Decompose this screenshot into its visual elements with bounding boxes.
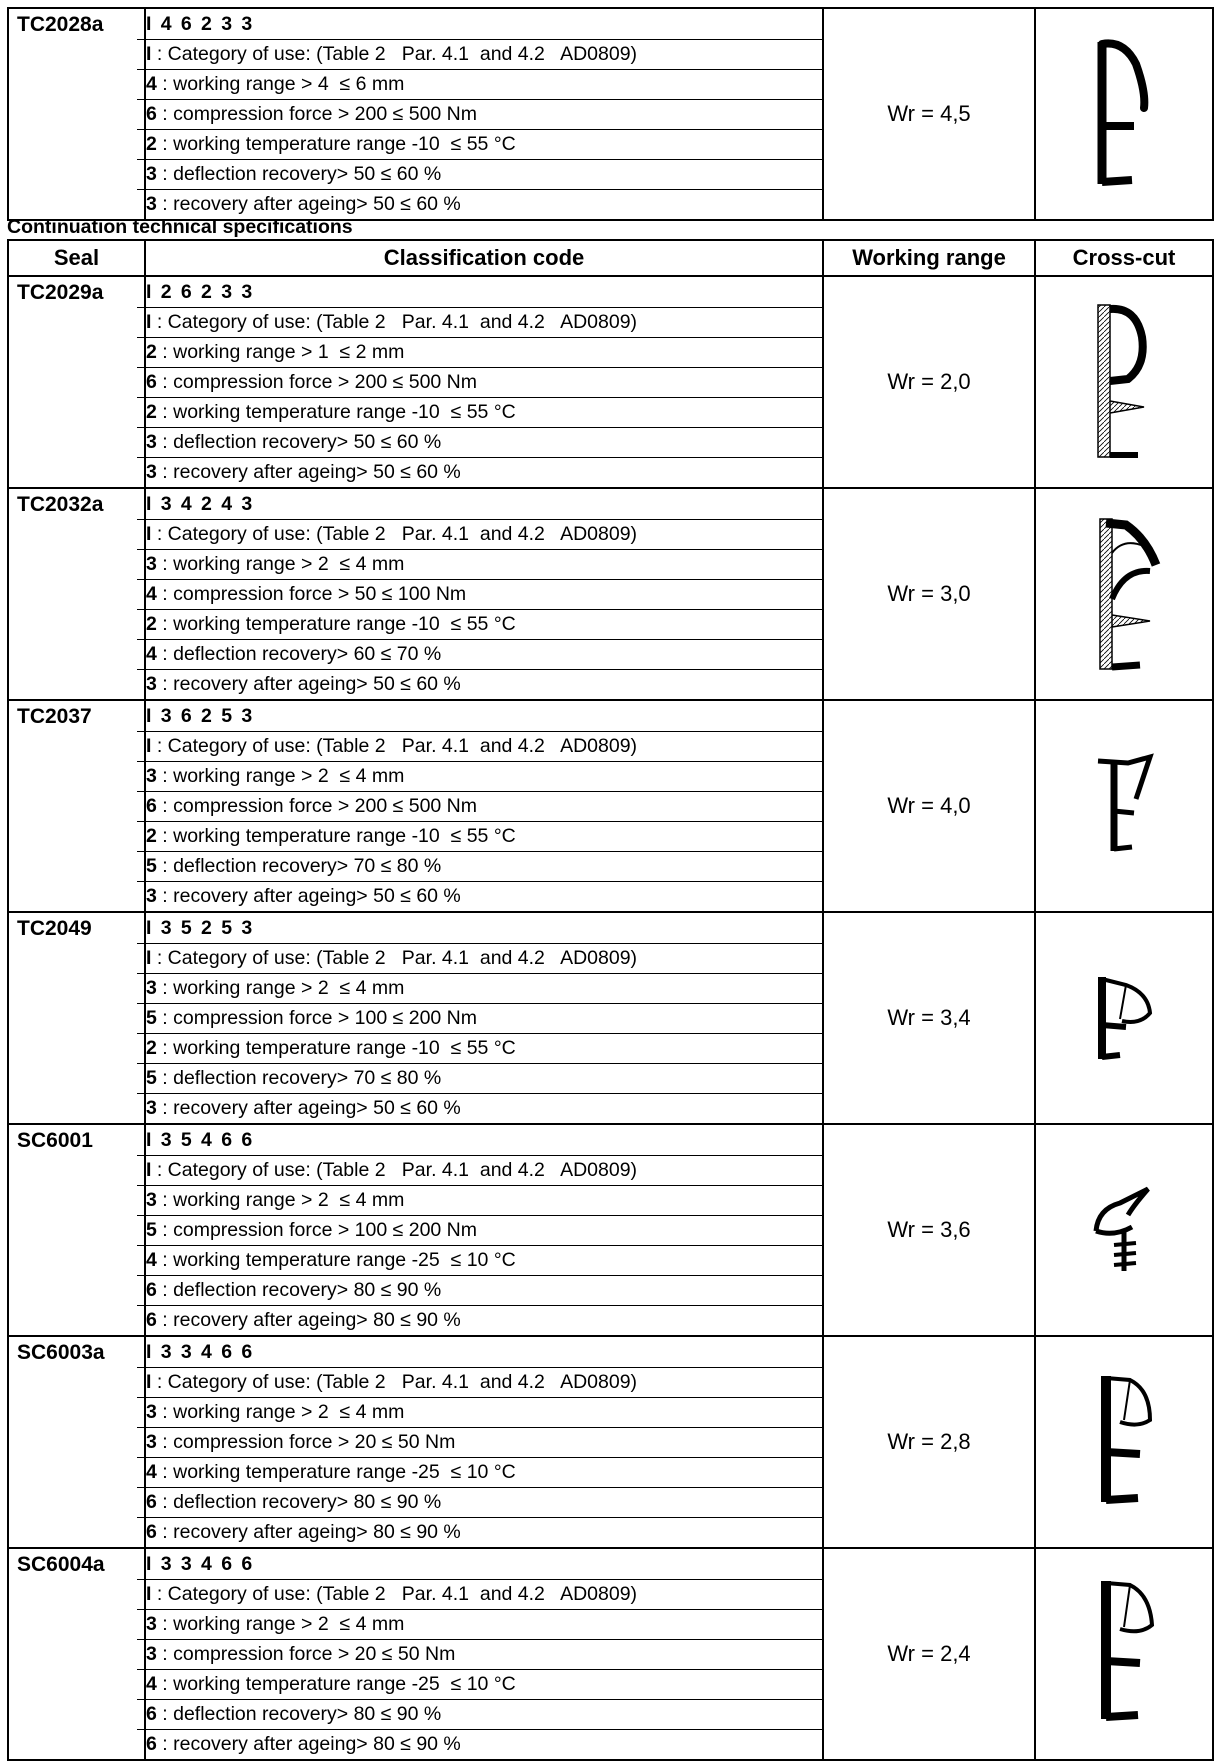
seal-name: SC6003a (17, 1341, 105, 1364)
seal-profile-drawing (1084, 34, 1164, 194)
classification-code-cell (145, 8, 823, 220)
cross-cut-drawing (1035, 276, 1213, 488)
code-definition-line (146, 40, 822, 69)
code-definition-line (146, 852, 822, 881)
code-definition-line (146, 1276, 822, 1305)
seal-cell (8, 912, 145, 1124)
classification-code: I 3 5 4 6 6 (146, 1129, 255, 1151)
classification-code-cell (145, 276, 823, 488)
code-description: : deflection recovery> 70 ≤ 80 % (156, 855, 442, 877)
code-digit: 3 (146, 977, 157, 999)
code-definition-line (146, 732, 822, 761)
code-digit: I (146, 43, 152, 65)
code-definition-line (146, 1004, 822, 1033)
code-definition-line (146, 1306, 822, 1335)
classification-code: I 3 3 4 6 6 (146, 1341, 255, 1363)
code-digit: 5 (146, 1067, 157, 1089)
code-description: : Category of use: (Table 2 Par. 4.1 and 4.2 AD0809) (151, 947, 638, 969)
code-definition-line (146, 1640, 822, 1669)
code-digit: 3 (146, 461, 157, 483)
code-description: : compression force > 200 ≤ 500 Nm (156, 371, 478, 393)
seal-cell (8, 1336, 145, 1548)
code-description: : recovery after ageing> 50 ≤ 60 % (156, 461, 461, 483)
code-digit: 4 (146, 643, 157, 665)
code-digit: 2 (146, 401, 157, 423)
table-header-row (8, 240, 1213, 276)
code-definition-line (146, 550, 822, 579)
working-range-value: Wr = 3,6 (823, 1124, 1035, 1336)
code-digit: 3 (146, 1401, 157, 1423)
code-definition-line (146, 130, 822, 159)
code-description: : compression force > 50 ≤ 100 Nm (156, 583, 467, 605)
seal-name: TC2028a (17, 13, 104, 36)
code-description: : recovery after ageing> 50 ≤ 60 % (156, 673, 461, 695)
code-description: : Category of use: (Table 2 Par. 4.1 and 4.2 AD0809) (151, 735, 638, 757)
code-digit: 4 (146, 73, 157, 95)
seal-profile-drawing (1084, 1175, 1164, 1285)
code-digit: 6 (146, 1491, 157, 1513)
seal-row (8, 8, 1213, 220)
spec-table-top (7, 7, 1214, 221)
code-definition-line (146, 1246, 822, 1275)
code-digit: 5 (146, 1219, 157, 1241)
code-digit: I (146, 735, 152, 757)
code-digit: 2 (146, 825, 157, 847)
seal-cell (8, 8, 145, 220)
classification-code: I 3 4 2 4 3 (146, 493, 255, 515)
code-definition-line (146, 520, 822, 549)
code-definition-line (146, 428, 822, 457)
code-digit: 3 (146, 1189, 157, 1211)
code-definition-line (146, 1186, 822, 1215)
code-description: : recovery after ageing> 50 ≤ 60 % (156, 193, 461, 215)
code-digit: 3 (146, 673, 157, 695)
code-definition-line (146, 670, 822, 699)
code-definition-line (146, 1094, 822, 1123)
code-description: : Category of use: (Table 2 Par. 4.1 and 4.2 AD0809) (151, 1583, 638, 1605)
code-description: : working range > 2 ≤ 4 mm (156, 1401, 405, 1423)
code-digit: 4 (146, 1461, 157, 1483)
seal-row (8, 1124, 1213, 1336)
code-definition-line (146, 1368, 822, 1397)
cross-cut-drawing (1035, 912, 1213, 1124)
classification-code: I 4 6 2 3 3 (146, 13, 255, 35)
code-description: : Category of use: (Table 2 Par. 4.1 and 4.2 AD0809) (151, 43, 638, 65)
code-digit: 5 (146, 855, 157, 877)
code-definition-line (146, 610, 822, 639)
code-description: : working temperature range -10 ≤ 55 °C (156, 401, 516, 423)
seal-name: SC6004a (17, 1553, 105, 1576)
code-description: : deflection recovery> 70 ≤ 80 % (156, 1067, 442, 1089)
code-description: : working temperature range -10 ≤ 55 °C (156, 133, 516, 155)
code-digit: 2 (146, 613, 157, 635)
code-digit: 3 (146, 1613, 157, 1635)
working-range-value: Wr = 3,0 (823, 488, 1035, 700)
code-description: : recovery after ageing> 80 ≤ 90 % (156, 1733, 461, 1755)
code-description: : compression force > 100 ≤ 200 Nm (156, 1219, 478, 1241)
code-definition-line (146, 1518, 822, 1547)
classification-code-cell (145, 488, 823, 700)
code-digit: 6 (146, 1733, 157, 1755)
code-description: : recovery after ageing> 80 ≤ 90 % (156, 1309, 461, 1331)
section-caption: Continuation technical specifications (7, 216, 353, 238)
code-digit: 6 (146, 1309, 157, 1331)
code-description: : working temperature range -25 ≤ 10 °C (156, 1249, 516, 1271)
code-definition-line (146, 100, 822, 129)
seal-cell (8, 1124, 145, 1336)
code-digit: 3 (146, 765, 157, 787)
code-digit: 3 (146, 1431, 157, 1453)
code-description: : working range > 2 ≤ 4 mm (156, 977, 405, 999)
code-description: : working temperature range -25 ≤ 10 °C (156, 1461, 516, 1483)
classification-code: I 2 6 2 3 3 (146, 281, 255, 303)
header-cross-cut: Cross-cut (1035, 240, 1213, 276)
working-range-value: Wr = 2,4 (823, 1548, 1035, 1760)
seal-name: TC2049 (17, 917, 92, 940)
code-description: : Category of use: (Table 2 Par. 4.1 and 4.2 AD0809) (151, 1159, 638, 1181)
classification-code-cell (145, 912, 823, 1124)
code-definition-line (146, 580, 822, 609)
classification-code-cell (145, 1548, 823, 1760)
seal-cell (8, 276, 145, 488)
seal-row (8, 276, 1213, 488)
code-definition-line (146, 458, 822, 487)
code-description: : Category of use: (Table 2 Par. 4.1 and 4.2 AD0809) (151, 523, 638, 545)
code-digit: 3 (146, 163, 157, 185)
code-description: : compression force > 200 ≤ 500 Nm (156, 103, 478, 125)
cross-cut-drawing (1035, 488, 1213, 700)
seal-profile-drawing (1084, 297, 1164, 467)
code-definition-line (146, 398, 822, 427)
code-definition-line (146, 338, 822, 367)
cross-cut-drawing (1035, 1336, 1213, 1548)
seal-profile-drawing (1084, 1569, 1164, 1739)
code-digit: 6 (146, 103, 157, 125)
working-range-value: Wr = 4,0 (823, 700, 1035, 912)
classification-code: I 3 5 2 5 3 (146, 917, 255, 939)
code-digit: 6 (146, 795, 157, 817)
code-description: : compression force > 20 ≤ 50 Nm (156, 1643, 456, 1665)
code-digit: 3 (146, 1643, 157, 1665)
seal-row (8, 700, 1213, 912)
cross-cut-drawing (1035, 1124, 1213, 1336)
seal-name: SC6001 (17, 1129, 93, 1152)
code-digit: I (146, 311, 152, 333)
seal-name: TC2037 (17, 705, 92, 728)
classification-code-cell (145, 1336, 823, 1548)
code-definition-line (146, 1398, 822, 1427)
code-definition-line (146, 1488, 822, 1517)
code-definition-line (146, 1156, 822, 1185)
code-description: : working range > 2 ≤ 4 mm (156, 1613, 405, 1635)
code-definition-line (146, 190, 822, 219)
code-description: : working temperature range -25 ≤ 10 °C (156, 1673, 516, 1695)
classification-code: I 3 3 4 6 6 (146, 1553, 255, 1575)
seal-row (8, 488, 1213, 700)
code-digit: 5 (146, 1007, 157, 1029)
seal-profile-drawing (1084, 509, 1164, 679)
code-definition-line (146, 640, 822, 669)
code-description: : deflection recovery> 50 ≤ 60 % (156, 163, 442, 185)
code-definition-line (146, 160, 822, 189)
code-description: : deflection recovery> 80 ≤ 90 % (156, 1279, 442, 1301)
code-description: : working range > 4 ≤ 6 mm (156, 73, 405, 95)
code-digit: 6 (146, 371, 157, 393)
code-definition-line (146, 70, 822, 99)
seal-name: TC2029a (17, 281, 104, 304)
seal-row (8, 1548, 1213, 1760)
header-classification-code: Classification code (145, 240, 823, 276)
classification-code: I 3 6 2 5 3 (146, 705, 255, 727)
code-description: : working range > 1 ≤ 2 mm (156, 341, 405, 363)
code-description: : working temperature range -10 ≤ 55 °C (156, 1037, 516, 1059)
code-description: : compression force > 20 ≤ 50 Nm (156, 1431, 456, 1453)
cross-cut-drawing (1035, 8, 1213, 220)
code-description: : deflection recovery> 60 ≤ 70 % (156, 643, 442, 665)
code-description: : deflection recovery> 80 ≤ 90 % (156, 1491, 442, 1513)
code-digit: 2 (146, 133, 157, 155)
code-digit: 6 (146, 1279, 157, 1301)
code-description: : deflection recovery> 50 ≤ 60 % (156, 431, 442, 453)
code-definition-line (146, 792, 822, 821)
code-definition-line (146, 944, 822, 973)
classification-code-cell (145, 1124, 823, 1336)
seal-row (8, 1336, 1213, 1548)
code-description: : recovery after ageing> 80 ≤ 90 % (156, 1521, 461, 1543)
code-digit: 6 (146, 1521, 157, 1543)
code-definition-line (146, 1216, 822, 1245)
code-description: : recovery after ageing> 50 ≤ 60 % (156, 885, 461, 907)
working-range-value: Wr = 4,5 (823, 8, 1035, 220)
code-description: : recovery after ageing> 50 ≤ 60 % (156, 1097, 461, 1119)
code-description: : compression force > 100 ≤ 200 Nm (156, 1007, 478, 1029)
code-digit: I (146, 523, 152, 545)
code-digit: I (146, 947, 152, 969)
code-digit: I (146, 1159, 152, 1181)
spec-table (7, 239, 1214, 1761)
code-definition-line (146, 1580, 822, 1609)
code-digit: I (146, 1371, 152, 1393)
code-description: : working range > 2 ≤ 4 mm (156, 1189, 405, 1211)
code-definition-line (146, 882, 822, 911)
code-digit: I (146, 1583, 152, 1605)
code-description: : working range > 2 ≤ 4 mm (156, 553, 405, 575)
seal-profile-drawing (1084, 751, 1164, 861)
seal-cell (8, 700, 145, 912)
code-digit: 4 (146, 583, 157, 605)
code-description: : working temperature range -10 ≤ 55 °C (156, 825, 516, 847)
code-digit: 3 (146, 1097, 157, 1119)
code-description: : Category of use: (Table 2 Par. 4.1 and 4.2 AD0809) (151, 1371, 638, 1393)
header-seal: Seal (8, 240, 145, 276)
seal-name: TC2032a (17, 493, 104, 516)
code-digit: 3 (146, 553, 157, 575)
code-definition-line (146, 974, 822, 1003)
code-description: : Category of use: (Table 2 Par. 4.1 and 4.2 AD0809) (151, 311, 638, 333)
code-definition-line (146, 1610, 822, 1639)
code-digit: 4 (146, 1673, 157, 1695)
seal-profile-drawing (1084, 963, 1164, 1073)
code-digit: 6 (146, 1703, 157, 1725)
code-definition-line (146, 822, 822, 851)
code-definition-line (146, 1034, 822, 1063)
cross-cut-drawing (1035, 1548, 1213, 1760)
working-range-value: Wr = 2,0 (823, 276, 1035, 488)
code-definition-line (146, 762, 822, 791)
working-range-value: Wr = 2,8 (823, 1336, 1035, 1548)
code-definition-line (146, 368, 822, 397)
code-digit: 3 (146, 431, 157, 453)
code-description: : working range > 2 ≤ 4 mm (156, 765, 405, 787)
code-description: : deflection recovery> 80 ≤ 90 % (156, 1703, 442, 1725)
seal-profile-drawing (1084, 1362, 1164, 1522)
code-digit: 4 (146, 1249, 157, 1271)
code-digit: 3 (146, 193, 157, 215)
seal-row (8, 912, 1213, 1124)
code-description: : working temperature range -10 ≤ 55 °C (156, 613, 516, 635)
code-definition-line (146, 1670, 822, 1699)
code-digit: 3 (146, 885, 157, 907)
classification-code-cell (145, 700, 823, 912)
code-definition-line (146, 1428, 822, 1457)
code-definition-line (146, 308, 822, 337)
seal-cell (8, 488, 145, 700)
code-digit: 2 (146, 341, 157, 363)
code-definition-line (146, 1730, 822, 1759)
code-digit: 2 (146, 1037, 157, 1059)
code-definition-line (146, 1700, 822, 1729)
seal-cell (8, 1548, 145, 1760)
code-description: : compression force > 200 ≤ 500 Nm (156, 795, 478, 817)
working-range-value: Wr = 3,4 (823, 912, 1035, 1124)
cross-cut-drawing (1035, 700, 1213, 912)
code-definition-line (146, 1458, 822, 1487)
code-definition-line (146, 1064, 822, 1093)
header-working-range: Working range (823, 240, 1035, 276)
